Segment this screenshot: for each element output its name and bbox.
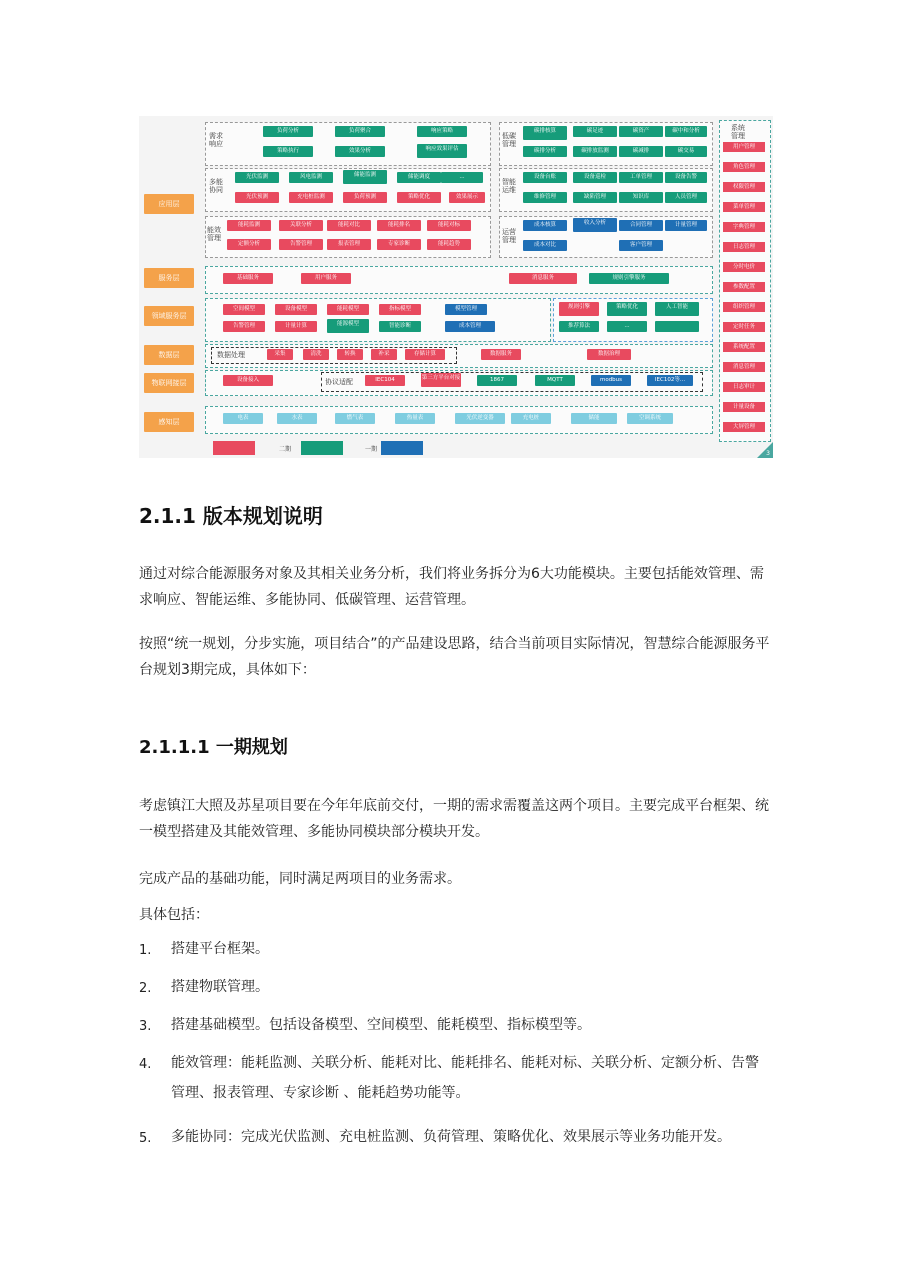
module: 空间模型 bbox=[223, 304, 265, 315]
system-mgmt-module: 日志审计 bbox=[723, 382, 765, 392]
system-mgmt-module: 菜单管理 bbox=[723, 202, 765, 212]
system-mgmt-module: 大屏管理 bbox=[723, 422, 765, 432]
system-mgmt-module: 系统配置 bbox=[723, 342, 765, 352]
module: 碳减排 bbox=[619, 146, 663, 157]
module: 热量表 bbox=[395, 413, 435, 424]
page-corner bbox=[757, 442, 773, 458]
legend-swatch-phase1 bbox=[213, 441, 255, 455]
module: 负荷聚合 bbox=[335, 126, 385, 137]
system-mgmt-module: 组织管理 bbox=[723, 302, 765, 312]
subsection-paragraph-1: 考虑镇江大照及苏星项目要在今年年底前交付，一期的需求需覆盖这两个项目。主要完成平台框架、统一模型搭建及其能效管理、多能协同模块部分模块开发。 bbox=[139, 798, 769, 840]
module: 充电桩监测 bbox=[289, 192, 333, 203]
module: 数据治理 bbox=[587, 349, 631, 360]
module: 能耗趋势 bbox=[427, 239, 471, 250]
module: 清洗 bbox=[303, 349, 329, 360]
group-label-data-processing: 数据处理 bbox=[217, 351, 245, 359]
layer-label-domain: 领域服务层 bbox=[144, 306, 194, 326]
module: modbus bbox=[591, 375, 631, 386]
module: 计量计算 bbox=[275, 321, 317, 332]
module: 空调系统 bbox=[627, 413, 673, 424]
module: 能耗监测 bbox=[227, 220, 271, 231]
module: 光伏逆变器 bbox=[455, 413, 505, 424]
module: 效果展示 bbox=[449, 192, 485, 203]
module: 效果分析 bbox=[335, 146, 385, 157]
architecture-figure bbox=[139, 116, 773, 458]
module: 设备告警 bbox=[665, 172, 707, 183]
module: 推荐算法 bbox=[559, 321, 599, 332]
module: 储能 bbox=[571, 413, 617, 424]
module: 能耗对比 bbox=[327, 220, 371, 231]
group-label-efficiency: 能效 管理 bbox=[207, 226, 221, 242]
page-number: 3 bbox=[766, 450, 770, 457]
module: 工单管理 bbox=[619, 172, 663, 183]
system-mgmt-module: 分时电价 bbox=[723, 262, 765, 272]
module: 碳排核算 bbox=[523, 126, 567, 140]
system-mgmt-module: 字典管理 bbox=[723, 222, 765, 232]
system-mgmt-module: 日志管理 bbox=[723, 242, 765, 252]
module: ... bbox=[441, 172, 483, 183]
module: 碳排分析 bbox=[523, 146, 567, 157]
module: 能源模型 bbox=[327, 319, 369, 333]
module: 1867 bbox=[477, 375, 517, 386]
module: 光伏预测 bbox=[235, 192, 279, 203]
section-heading: 2.1.1 版本规划说明 bbox=[139, 504, 323, 528]
layer-label-sensor: 感知层 bbox=[144, 412, 194, 432]
module: 响应策略 bbox=[417, 126, 467, 137]
module: 充电桩 bbox=[511, 413, 551, 424]
module: 策略优化 bbox=[607, 302, 647, 316]
module: 计量管理 bbox=[665, 220, 707, 231]
module: 响应效果评估 bbox=[417, 144, 467, 158]
group-label-system-mgmt: 系统 管理 bbox=[731, 124, 745, 140]
group-label-low-carbon: 低碳 管理 bbox=[502, 132, 516, 148]
module: 维修管理 bbox=[523, 192, 567, 203]
subsection-paragraph-2: 完成产品的基础功能，同时满足两项目的业务需求。 bbox=[139, 871, 461, 887]
module: 能耗排名 bbox=[377, 220, 421, 231]
module: 策略执行 bbox=[263, 146, 313, 157]
legend-swatch-phase2 bbox=[301, 441, 343, 455]
system-mgmt-module: 用户管理 bbox=[723, 142, 765, 152]
module: 合同管理 bbox=[619, 220, 663, 231]
group-label-smart-ops: 智能 运维 bbox=[502, 178, 516, 194]
module: 告警管理 bbox=[223, 321, 265, 332]
module: 电表 bbox=[223, 413, 263, 424]
subsection-heading: 2.1.1.1 一期规划 bbox=[139, 737, 288, 758]
module: 模型管理 bbox=[445, 304, 487, 315]
module: 智能诊断 bbox=[379, 321, 421, 332]
group-label-demand: 需求 响应 bbox=[209, 132, 223, 148]
module: 专家诊断 bbox=[377, 239, 421, 250]
module: 第三方平台对接 bbox=[421, 373, 461, 387]
section-paragraph-1: 通过对综合能源服务对象及其相关业务分析，我们将业务拆分为6大功能模块。主要包括能效管理、需求响应、智能运维、多能协同、低碳管理、运营管理。 bbox=[139, 566, 764, 608]
module: 定额分析 bbox=[227, 239, 271, 250]
module: IEC102等... bbox=[647, 375, 693, 386]
list-item-number: 4. bbox=[139, 1057, 152, 1072]
module: 光伏监测 bbox=[235, 172, 279, 183]
layer-label-service: 服务层 bbox=[144, 268, 194, 288]
module: 规则引擎服务 bbox=[589, 273, 669, 284]
module: 人工智能 bbox=[655, 302, 699, 316]
module: 知识库 bbox=[619, 192, 663, 203]
module: 客户管理 bbox=[619, 240, 663, 251]
module: 基础服务 bbox=[223, 273, 273, 284]
module: 策略优化 bbox=[397, 192, 441, 203]
module: 补采 bbox=[371, 349, 397, 360]
list-item-text: 搭建平台框架。 bbox=[171, 941, 269, 957]
module: 负荷分析 bbox=[263, 126, 313, 137]
module: 设备接入 bbox=[223, 375, 273, 386]
module: 设备模型 bbox=[275, 304, 317, 315]
module: MQTT bbox=[535, 375, 575, 386]
system-mgmt-module: 定时任务 bbox=[723, 322, 765, 332]
module: 关联分析 bbox=[279, 220, 323, 231]
module: 缺陷管理 bbox=[573, 192, 617, 203]
group-label-multi: 多能 协同 bbox=[209, 178, 223, 194]
module: 碳资产 bbox=[619, 126, 663, 137]
list-item-number: 2. bbox=[139, 981, 152, 996]
module: 能耗对标 bbox=[427, 220, 471, 231]
legend-label-phase1: 一期 bbox=[365, 446, 378, 453]
list-item-text: 搭建基础模型。包括设备模型、空间模型、能耗模型、指标模型等。 bbox=[171, 1017, 591, 1033]
layer-label-iot: 物联网接层 bbox=[144, 373, 194, 393]
module: 成本对比 bbox=[523, 240, 567, 251]
module: 成本管理 bbox=[445, 321, 495, 332]
module: 人员管理 bbox=[665, 192, 707, 203]
layer-label-data: 数据层 bbox=[144, 345, 194, 365]
module: 储能监测 bbox=[343, 170, 387, 184]
module: 燃气表 bbox=[335, 413, 375, 424]
module: 负荷预测 bbox=[343, 192, 387, 203]
list-item-number: 3. bbox=[139, 1019, 152, 1034]
module: 消息服务 bbox=[509, 273, 577, 284]
module: 数据服务 bbox=[481, 349, 521, 360]
group-label-protocol: 协议适配 bbox=[325, 378, 353, 386]
list-item-text: 搭建物联管理。 bbox=[171, 979, 269, 995]
module bbox=[655, 321, 699, 332]
module: 存储计算 bbox=[405, 349, 445, 360]
module: IEC104 bbox=[365, 375, 405, 386]
module: 规则引擎 bbox=[559, 302, 599, 316]
section-paragraph-2: 按照“统一规划，分步实施，项目结合”的产品建设思路，结合当前项目实际情况，智慧综合能源服务平台规划3期完成，具体如下： bbox=[139, 636, 770, 678]
system-mgmt-module: 计量设备 bbox=[723, 402, 765, 412]
module: 水表 bbox=[277, 413, 317, 424]
module: 收入分析 bbox=[573, 218, 617, 232]
legend-label-phase2: 二期 bbox=[279, 446, 292, 453]
system-mgmt-module: 权限管理 bbox=[723, 182, 765, 192]
legend-swatch-phase3 bbox=[381, 441, 423, 455]
module: 报表管理 bbox=[327, 239, 371, 250]
module: 设备台账 bbox=[523, 172, 567, 183]
list-item-text: 多能协同：完成光伏监测、充电桩监测、负荷管理、策略优化、效果展示等业务功能开发。 bbox=[171, 1129, 731, 1145]
module: 设备巡检 bbox=[573, 172, 617, 183]
module: 指标模型 bbox=[379, 304, 421, 315]
module: 成本核算 bbox=[523, 220, 567, 231]
module: 采集 bbox=[267, 349, 293, 360]
module: 储能调度 bbox=[397, 172, 441, 183]
layer-label-app: 应用层 bbox=[144, 194, 194, 214]
system-mgmt-module: 参数配置 bbox=[723, 282, 765, 292]
subsection-paragraph-3: 具体包括： bbox=[139, 907, 209, 923]
list-item-number: 5. bbox=[139, 1131, 152, 1146]
module: 告警管理 bbox=[279, 239, 323, 250]
system-mgmt-module: 消息管理 bbox=[723, 362, 765, 372]
system-mgmt-module: 角色管理 bbox=[723, 162, 765, 172]
module: 碳交易 bbox=[665, 146, 707, 157]
module: 风电监测 bbox=[289, 172, 333, 183]
module: 用户服务 bbox=[301, 273, 351, 284]
module: 碳足迹 bbox=[573, 126, 617, 137]
module: 能耗模型 bbox=[327, 304, 369, 315]
group-label-operation: 运营 管理 bbox=[502, 228, 516, 244]
module: 碳中和分析 bbox=[665, 126, 707, 137]
list-item-text: 能效管理：能耗监测、关联分析、能耗对比、能耗排名、能耗对标、关联分析、定额分析、告警管理、报表管理、专家诊断 、能耗趋势功能等。 bbox=[171, 1055, 759, 1101]
module: ... bbox=[607, 321, 647, 332]
list-item-number: 1. bbox=[139, 943, 152, 958]
module: 转换 bbox=[337, 349, 363, 360]
module: 碳排放监测 bbox=[573, 146, 617, 157]
